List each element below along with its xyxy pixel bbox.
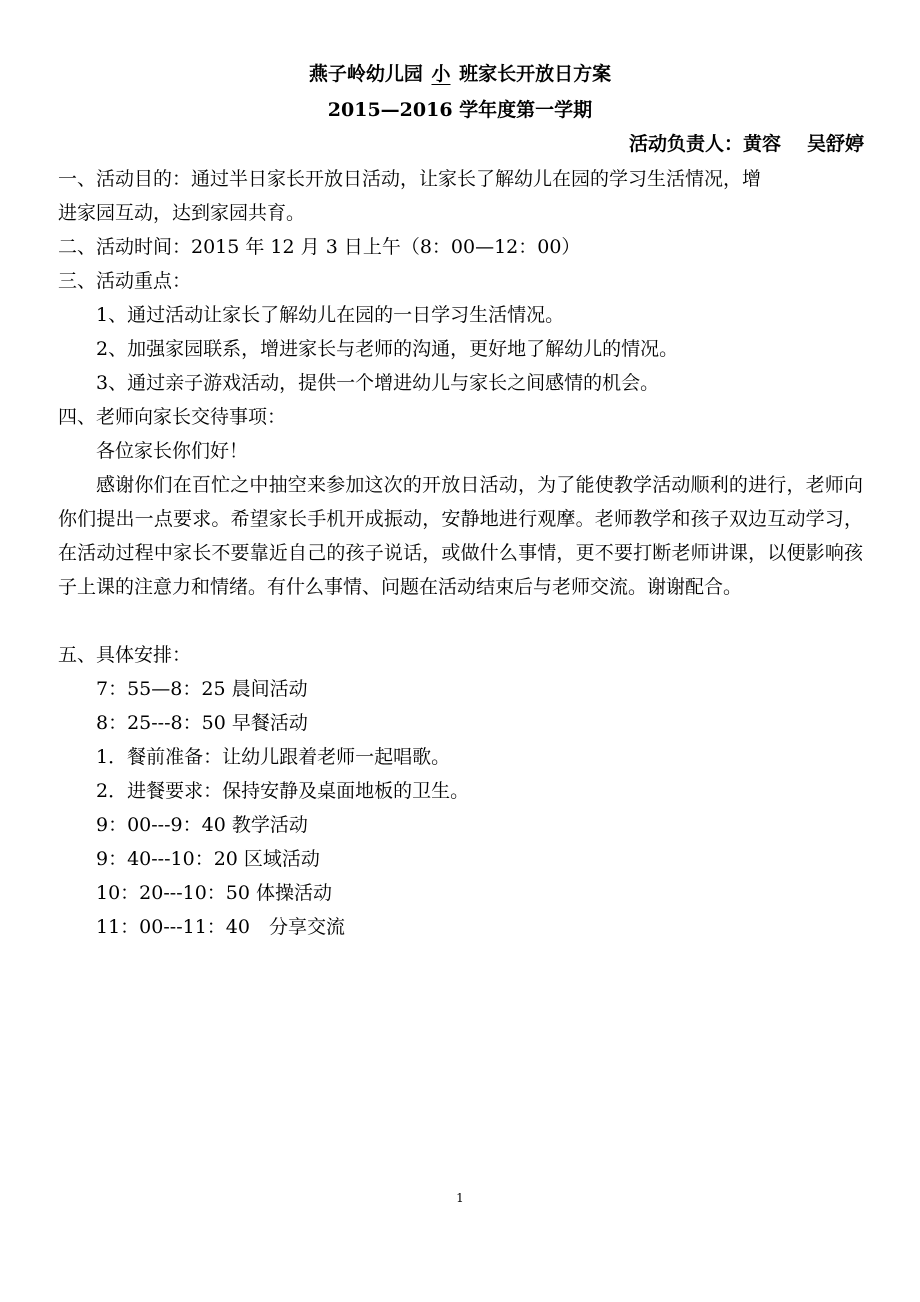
notice-paragraph: 感谢你们在百忙之中抽空来参加这次的开放日活动，为了能使教学活动顺利的进行，老师向你们提出一点要求。希望家长手机开成振动，安静地进行观摩。老师教学和孩子双边互动学习，在活动过程中家长不要靠近自己的孩子说话，或做什么事情，更不要打断老师讲课，以便影响孩子上课的注意力和情绪。有什么事情、问题在活动结束后与老师交流。谢谢配合。 (58, 474, 863, 598)
schedule-item: 9：40---10：20 区域活动 (96, 848, 320, 870)
schedule-item: 8：25---8：50 早餐活动 (96, 712, 308, 734)
responsible-label: 活动负责人：黄容 (628, 133, 781, 155)
focus-item: 1、通过活动让家长了解幼儿在园的一日学习生活情况。 (96, 304, 565, 326)
purpose-line-2: 进家园互动，达到家园共育。 (58, 202, 306, 224)
notice-heading: 四、老师向家长交待事项： (58, 406, 287, 428)
schedule-item: 11：00---11：40 分享交流 (96, 916, 345, 938)
focus-item: 3、通过亲子游戏活动，提供一个增进幼儿与家长之间感情的机会。 (96, 372, 660, 394)
title-suffix: 班家长开放日方案 (459, 63, 612, 85)
purpose-line-1: 一、活动目的：通过半日家长开放日活动，让家长了解幼儿在园的学习生活情况，增 (58, 168, 762, 190)
document-title (0, 60, 920, 88)
schedule-heading: 五、具体安排： (58, 644, 192, 666)
page-number: 1 (456, 1191, 464, 1205)
semester-title: 2015—2016 学年度第一学期 (327, 99, 593, 121)
schedule-item: 1．餐前准备：让幼儿跟着老师一起唱歌。 (96, 746, 451, 768)
focus-heading: 三、活动重点： (58, 270, 192, 292)
class-name: 小 (431, 63, 451, 85)
responsible-second: 吴舒婷 (806, 133, 864, 155)
schedule-item: 9：00---9：40 教学活动 (96, 814, 308, 836)
schedule-item: 2．进餐要求：保持安静及桌面地板的卫生。 (96, 780, 470, 802)
activity-time: 二、活动时间：2015 年 12 月 3 日上午（8：00—12：00） (58, 236, 581, 258)
schedule-item: 7：55—8：25 晨间活动 (96, 678, 308, 700)
greeting: 各位家长你们好！ (96, 440, 249, 462)
responsible-persons (629, 130, 864, 158)
schedule-item: 10：20---10：50 体操活动 (96, 882, 333, 904)
title-prefix: 燕子岭幼儿园 (308, 63, 423, 85)
focus-item: 2、加强家园联系，增进家长与老师的沟通，更好地了解幼儿的情况。 (96, 338, 679, 360)
